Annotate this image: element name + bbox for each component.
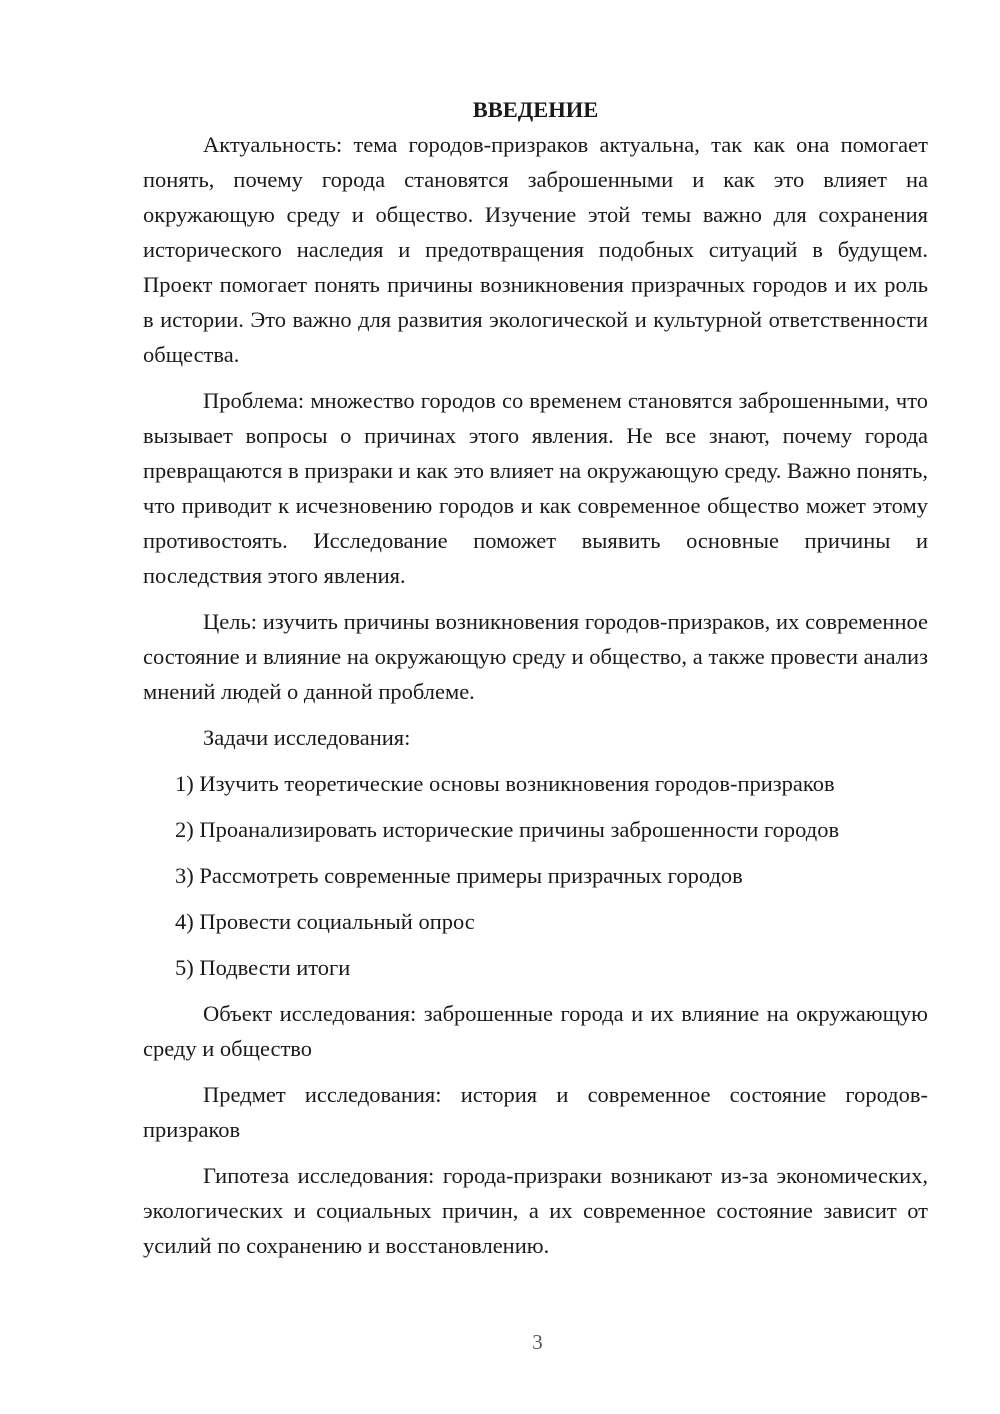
paragraph-subject: Предмет исследования: история и современное состояние городов-призраков xyxy=(143,1082,928,1142)
task-item: 1) Изучить теоретические основы возникновения городов-призраков xyxy=(175,771,835,796)
tasks-heading: Задачи исследования: xyxy=(203,725,411,750)
task-item: 4) Провести социальный опрос xyxy=(175,909,475,934)
task-item: 2) Проанализировать исторические причины заброшенности городов xyxy=(175,817,840,842)
paragraph-hypothesis: Гипотеза исследования: города-призраки возникают из-за экономических, экологических и социальных причин, а их современное состояние зависит от усилий по сохранению и восстановлению. xyxy=(143,1163,928,1258)
paragraph-relevance: Актуальность: тема городов-призраков актуальна, так как она помогает понять, почему города становятся заброшенными и как это влияет на окружающую среду и общество. Изучение этой темы важно для сохранения исторического наследия и предотвращения подобных ситуаций в будущем. Проект помогает понять причины возникновения призрачных городов и их роль в истории. Это важно для развития экологической и культурной ответственности общества. xyxy=(143,132,928,367)
task-item: 5) Подвести итоги xyxy=(175,955,351,980)
page-title: ВВЕДЕНИЕ xyxy=(472,97,599,122)
document-page xyxy=(143,92,928,1274)
paragraph-goal: Цель: изучить причины возникновения городов-призраков, их современное состояние и влияние на окружающую среду и общество, а также провести анализ мнений людей о данной проблеме. xyxy=(143,609,928,704)
paragraph-object: Объект исследования: заброшенные города и их влияние на окружающую среду и общество xyxy=(143,1001,928,1061)
tasks-list xyxy=(143,766,928,985)
task-item: 3) Рассмотреть современные примеры призрачных городов xyxy=(175,863,743,888)
paragraph-problem: Проблема: множество городов со временем становятся заброшенными, что вызывает вопросы о причинах этого явления. Не все знают, почему города превращаются в призраки и как это влияет на окружающую среду. Важно понять, что приводит к исчезновению городов и как современное общество может этому противостоять. Исследование поможет выявить основные причины и последствия этого явления. xyxy=(143,388,928,588)
page-number: 3 xyxy=(532,1330,543,1354)
